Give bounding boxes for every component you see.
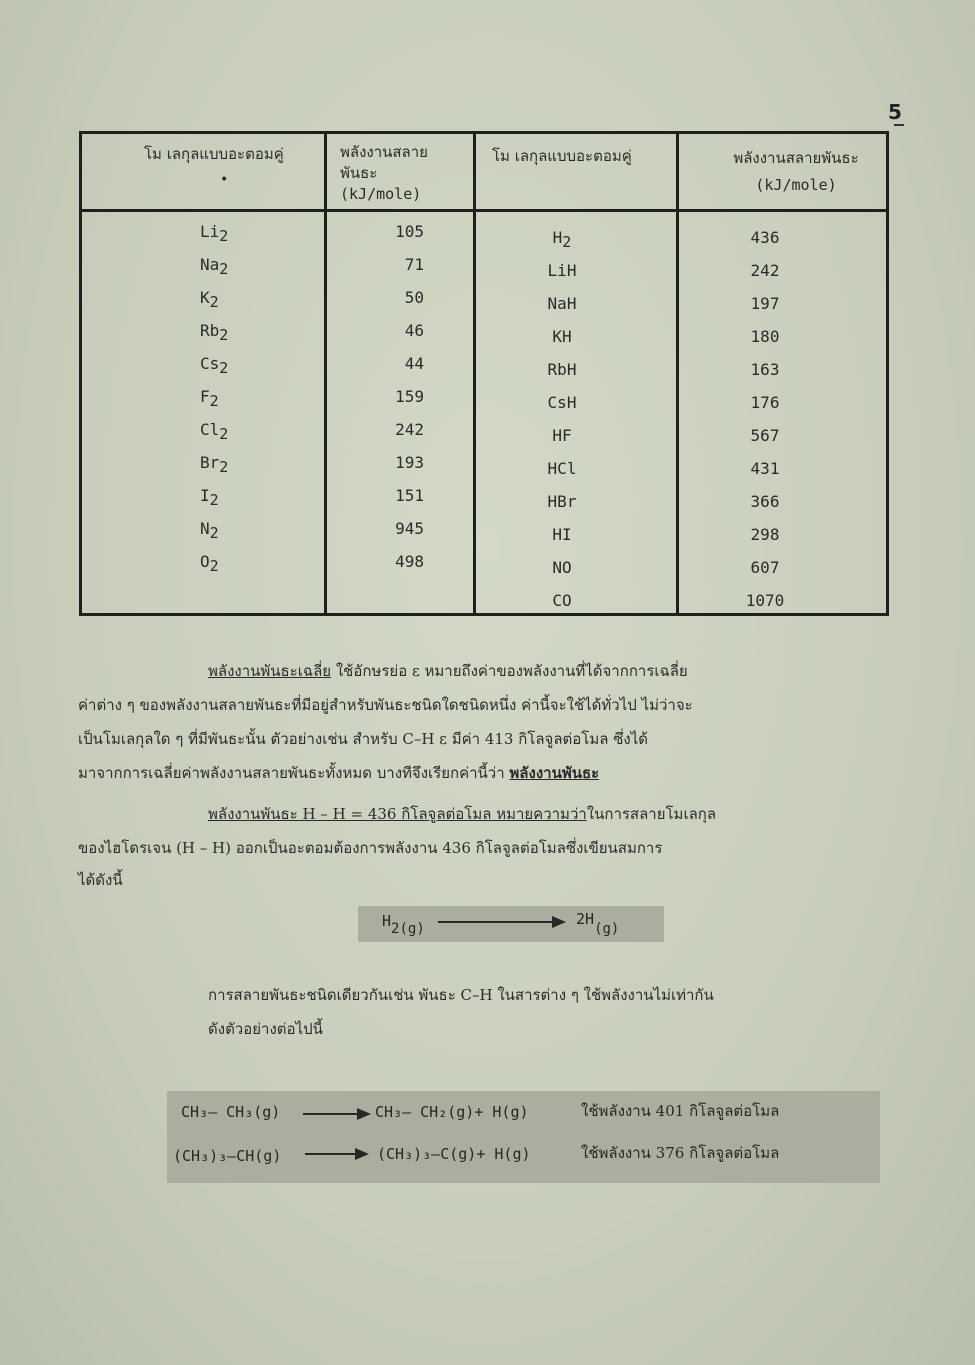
left-energy-value: 193 bbox=[395, 453, 424, 472]
equation3-energy: ใช้พลังงาน 376 กิโลจูลต่อโมล bbox=[581, 1144, 780, 1162]
right-molecule: HF bbox=[552, 426, 572, 445]
header-energy-left-line2: พันธะ bbox=[340, 164, 378, 182]
left-molecule-cell bbox=[200, 420, 229, 443]
right-molecule: NO bbox=[552, 558, 572, 577]
header-energy-right-unit: (kJ/mole) bbox=[755, 176, 837, 194]
right-molecule: HI bbox=[552, 525, 572, 544]
header-energy-right bbox=[716, 148, 876, 196]
left-energy-value: 71 bbox=[404, 255, 424, 274]
term-average-bond-energy: พลังงานพันธะเฉลี่ย bbox=[208, 662, 332, 680]
left-molecule: Cs bbox=[200, 354, 220, 373]
header-energy-right-line1: พลังงานสลายพันธะ bbox=[733, 149, 859, 167]
right-molecule-cell bbox=[522, 327, 602, 346]
header-molecule-left: โม เลกุลแบบอะตอมคู่ bbox=[144, 145, 284, 163]
left-molecule: Li bbox=[200, 222, 220, 241]
left-molecule-cell bbox=[200, 288, 219, 311]
left-energy-value: 105 bbox=[395, 222, 424, 241]
left-molecule-cell bbox=[200, 354, 229, 377]
right-energy-value: 366 bbox=[750, 492, 780, 511]
left-energy-value: 44 bbox=[404, 354, 424, 373]
equation1-arrow bbox=[438, 921, 564, 923]
para2-underlined: พลังงานพันธะ H – H = 436 กิโลจูลต่อโมล หมายความว่า bbox=[208, 805, 587, 823]
left-energy-value: 159 bbox=[395, 387, 424, 406]
right-energy-value: 436 bbox=[750, 228, 780, 247]
left-molecule-cell bbox=[200, 519, 219, 542]
para1-line1 bbox=[208, 654, 688, 688]
right-molecule: H bbox=[552, 228, 563, 247]
right-energy-value: 176 bbox=[750, 393, 780, 412]
left-molecule-cell bbox=[200, 486, 219, 509]
right-energy-value: 197 bbox=[750, 294, 780, 313]
column-divider-3 bbox=[676, 212, 679, 613]
right-energy-value: 567 bbox=[750, 426, 780, 445]
para2-line2: ของไฮโดรเจน (H – H) ออกเป็นอะตอมต้องการพลังงาน 436 กิโลจูลต่อโมลซึ่งเขียนสมการ bbox=[78, 839, 663, 857]
right-energy-value: 431 bbox=[750, 459, 780, 478]
right-molecule-cell bbox=[522, 525, 602, 544]
left-energy-value: 151 bbox=[395, 486, 424, 505]
left-molecule: O bbox=[200, 552, 210, 571]
right-molecule-cell bbox=[522, 426, 602, 445]
left-energy-value: 242 bbox=[395, 420, 424, 439]
right-molecule: KH bbox=[552, 327, 572, 346]
left-molecule-cell bbox=[200, 321, 229, 344]
right-energy-value: 607 bbox=[750, 558, 780, 577]
right-molecule: CsH bbox=[547, 393, 577, 412]
equation1-box bbox=[358, 906, 664, 942]
left-molecule: K bbox=[200, 288, 210, 307]
right-energy-value: 180 bbox=[750, 327, 780, 346]
right-energy-value: 298 bbox=[750, 525, 780, 544]
para3-line1: การสลายพันธะชนิดเดียวกันเช่น พันธะ C–H ในสารต่าง ๆ ใช้พลังงานไม่เท่ากัน bbox=[208, 986, 714, 1004]
right-molecule: HCl bbox=[547, 459, 577, 478]
left-molecule-subscript: 2 bbox=[219, 326, 229, 344]
right-molecule-cell bbox=[522, 261, 602, 280]
left-molecule: Br bbox=[200, 453, 220, 472]
left-molecule-subscript: 2 bbox=[219, 260, 229, 278]
column-divider-1 bbox=[324, 134, 327, 613]
para2-line1 bbox=[208, 797, 716, 831]
header-energy-left-unit: (kJ/mole) bbox=[340, 185, 422, 203]
right-molecule-cell bbox=[522, 393, 602, 412]
equation3-right: (CH₃)₃–C(g)+ H(g) bbox=[377, 1145, 531, 1163]
left-molecule-cell bbox=[200, 453, 229, 476]
right-molecule: CO bbox=[552, 591, 572, 610]
right-energy-value: 163 bbox=[750, 360, 780, 379]
para2-line1-rest: ในการสลายโมเลกุล bbox=[586, 805, 717, 823]
equation1-right: $2H_{(g)}$ bbox=[576, 910, 620, 937]
equation2-right: CH₃– CH₂(g)+ H(g) bbox=[375, 1103, 529, 1121]
left-molecule: Na bbox=[200, 255, 220, 274]
left-molecule: I bbox=[200, 486, 210, 505]
para1-line1-rest: ใช้อักษรย่อ ε หมายถึงค่าของพลังงานที่ได้จากการเฉลี่ย bbox=[331, 662, 688, 680]
right-energy-value: 242 bbox=[750, 261, 780, 280]
left-molecule: Rb bbox=[200, 321, 220, 340]
right-molecule-subscript: 2 bbox=[562, 233, 572, 251]
table-header bbox=[82, 134, 886, 212]
left-molecule-subscript: 2 bbox=[209, 392, 219, 410]
column-divider-2 bbox=[473, 134, 476, 613]
header-energy-left bbox=[340, 142, 428, 205]
left-molecule-cell bbox=[200, 552, 219, 575]
right-energy-value: 1070 bbox=[745, 591, 785, 610]
para3-line2: ดังตัวอย่างต่อไปนี้ bbox=[208, 1020, 323, 1038]
left-molecule-cell bbox=[200, 387, 219, 410]
left-molecule-cell bbox=[200, 222, 229, 245]
left-molecule-cell bbox=[200, 255, 229, 278]
para1-line4 bbox=[78, 756, 599, 790]
left-molecule-subscript: 2 bbox=[219, 425, 229, 443]
para2-line3: ได้ดังนี้ bbox=[78, 871, 123, 889]
left-molecule: Cl bbox=[200, 420, 220, 439]
left-molecule-subscript: 2 bbox=[209, 557, 219, 575]
left-energy-value: 50 bbox=[404, 288, 424, 307]
right-molecule: RbH bbox=[547, 360, 577, 379]
para1-line4-text: มาจากการเฉลี่ยค่าพลังงานสลายพันธะทั้งหมด บางทีจึงเรียกค่านี้ว่า bbox=[78, 764, 510, 782]
equation2-left: CH₃– CH₃(g) bbox=[181, 1103, 281, 1121]
left-energy-value: 46 bbox=[404, 321, 424, 340]
left-energy-value: 945 bbox=[395, 519, 424, 538]
equation2-arrow bbox=[303, 1113, 369, 1115]
right-molecule: NaH bbox=[547, 294, 577, 313]
equation2-energy: ใช้พลังงาน 401 กิโลจูลต่อโมล bbox=[581, 1102, 780, 1120]
right-molecule-cell bbox=[522, 558, 602, 577]
left-molecule-subscript: 2 bbox=[209, 293, 219, 311]
left-molecule: F bbox=[200, 387, 210, 406]
header-energy-left-line1: พลังงานสลาย bbox=[340, 143, 428, 161]
right-molecule-cell bbox=[522, 294, 602, 313]
right-molecule-cell bbox=[522, 459, 602, 478]
header-molecule-right: โม เลกุลแบบอะตอมคู่ bbox=[492, 147, 632, 165]
term-bond-energy: พลังงานพันธะ bbox=[509, 764, 600, 782]
para1-line3: เป็นโมเลกุลใด ๆ ที่มีพันธะนั้น ตัวอย่างเช่น สำหรับ C–H ε มีค่า 413 กิโลจูลต่อโมล ซึ่งได้ bbox=[78, 730, 648, 748]
page-number: 5 bbox=[888, 100, 902, 124]
right-molecule: HBr bbox=[547, 492, 577, 511]
left-molecule-subscript: 2 bbox=[219, 359, 229, 377]
left-molecule: N bbox=[200, 519, 210, 538]
right-molecule: LiH bbox=[547, 261, 577, 280]
equation-box-2 bbox=[167, 1091, 880, 1183]
left-energy-value: 498 bbox=[395, 552, 424, 571]
right-molecule-cell bbox=[522, 492, 602, 511]
equation3-left: (CH₃)₃–CH(g) bbox=[173, 1147, 282, 1165]
right-molecule-cell bbox=[522, 591, 602, 610]
right-molecule-cell bbox=[522, 228, 602, 251]
left-molecule-subscript: 2 bbox=[219, 458, 229, 476]
bond-dissociation-table bbox=[79, 131, 889, 616]
left-molecule-subscript: 2 bbox=[209, 524, 219, 542]
left-molecule-subscript: 2 bbox=[209, 491, 219, 509]
equation3-arrow bbox=[305, 1153, 367, 1155]
equation1-left: $H_{2(g)}$ bbox=[382, 912, 425, 937]
header-dot: • bbox=[220, 172, 229, 188]
column-divider-3-header bbox=[676, 134, 679, 212]
right-molecule-cell bbox=[522, 360, 602, 379]
para1-line2: ค่าต่าง ๆ ของพลังงานสลายพันธะที่มีอยู่สำหรับพันธะชนิดใดชนิดหนึ่ง ค่านี้จะใช้ได้ทั่วไป ไม่ว่าจะ bbox=[78, 696, 693, 714]
left-molecule-subscript: 2 bbox=[219, 227, 229, 245]
